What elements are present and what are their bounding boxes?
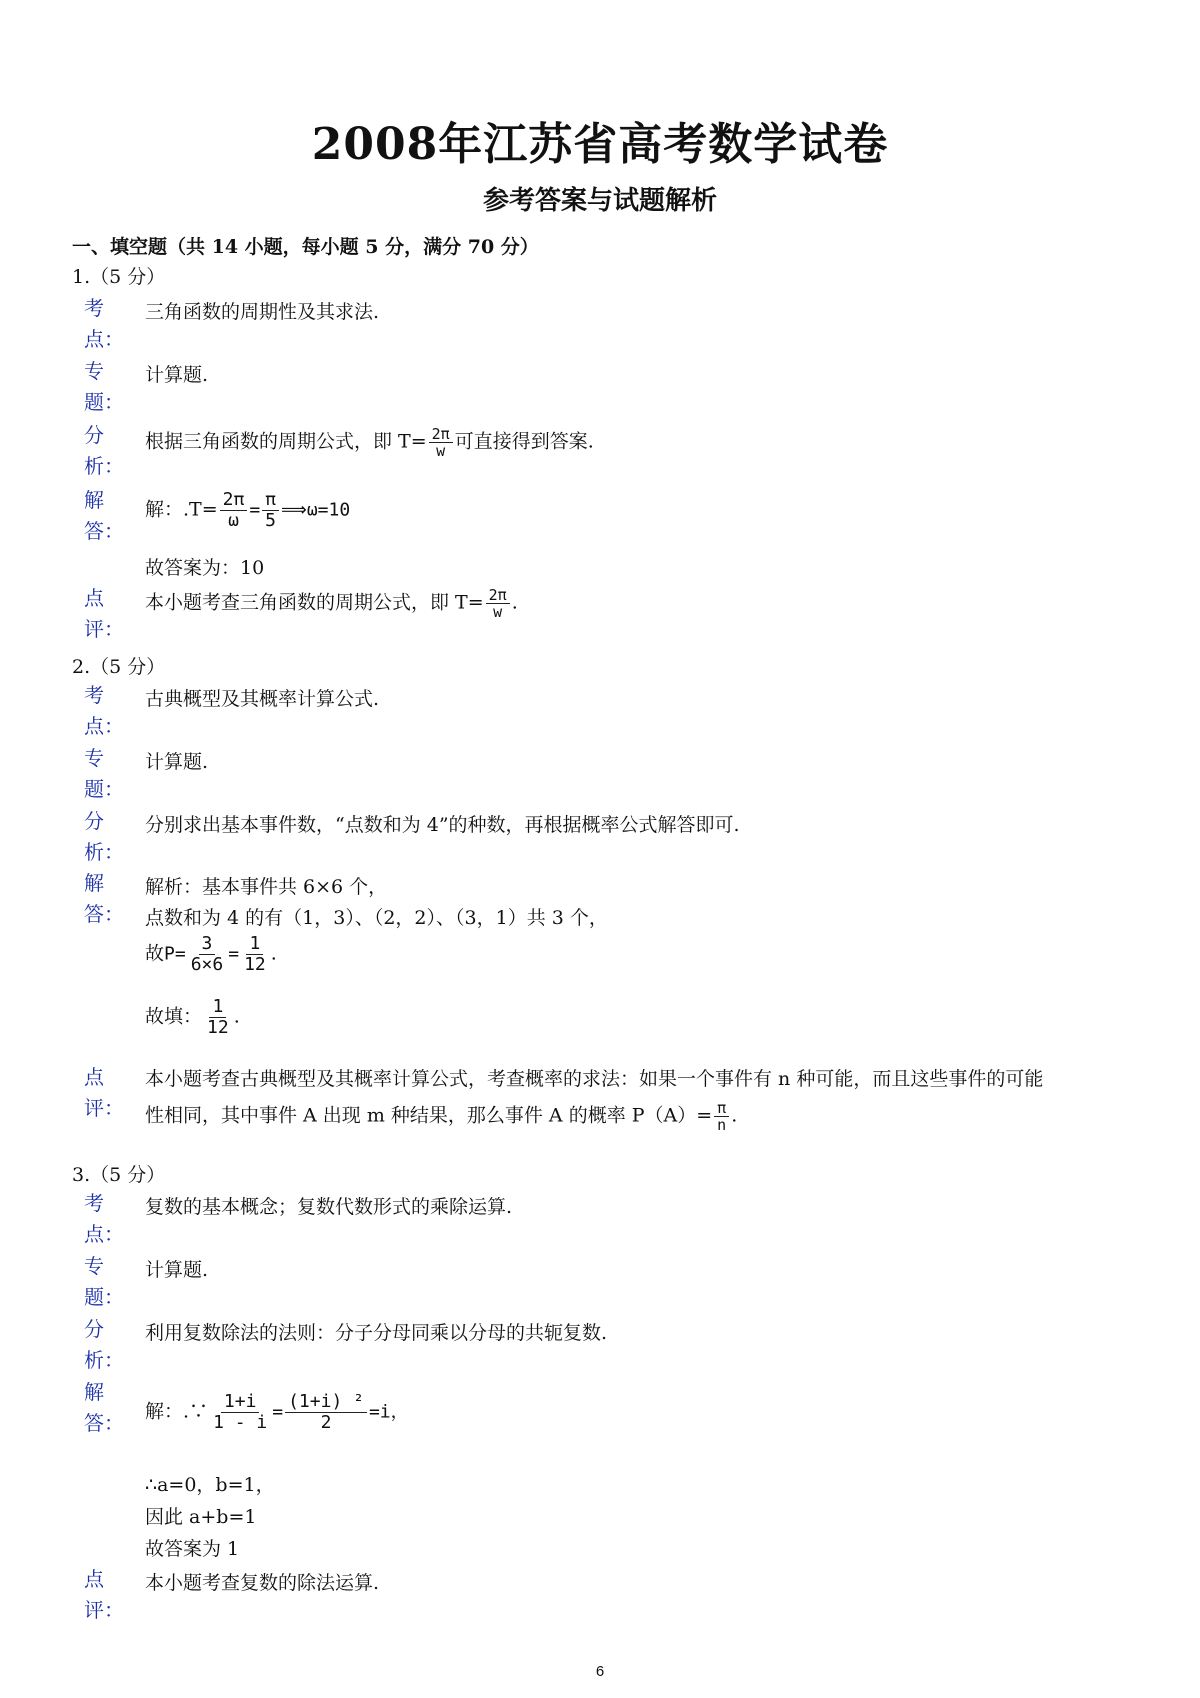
q3-kaodian-text: 复数的基本概念；复数代数形式的乘除运算. [145,1196,513,1218]
fraction-2pi-over-w: $\frac{2\pi}{w}$ [429,426,453,459]
fraction-1-over-12: $\frac{1}{12}$ [207,996,229,1038]
q1-jieda-formula: 解：.T= $\frac{2\pi}{\omega}$ = $\frac{\pi}{5}$ ⟹ω=10 [145,489,351,531]
q3-fenxi-text: 利用复数除法的法则：分子分母同乘以分母的共轭复数. [145,1322,608,1344]
fraction-1plusi-over-1minusi: $\frac{1+i}{1 - i}$ [213,1391,268,1433]
q2-label-zhuanti: 专 题： [84,746,124,801]
section-heading: 一、填空题（共 14 小题，每小题 5 分，满分 70 分） [72,236,539,258]
page-number: 6 [595,1663,605,1680]
q1-fenxi-text: 根据三角函数的周期公式，即 T= $\frac{2\pi}{w}$ 可直接得到答案. [145,425,594,460]
q1-answer: 故答案为：10 [145,557,265,579]
q1-dianping-text: 本小题考查三角函数的周期公式，即 T= $\frac{2\pi}{w}$ . [145,586,518,621]
q3-dianping-text: 本小题考查复数的除法运算. [145,1572,380,1594]
q2-jieda-line-2: 点数和为 4 的有（1，3）、（2，2）、（3，1）共 3 个， [145,907,608,929]
fraction-2pi-over-w: $\frac{2\pi}{w}$ [486,587,510,620]
q1-label-dianping: 点 评： [84,586,124,641]
q1-kaodian-text: 三角函数的周期性及其求法. [145,301,380,323]
q1-label-kaodian: 考 点： [84,296,124,351]
fraction-pi-over-5: $\frac{\pi}{5}$ [262,490,279,531]
q2-kaodian-text: 古典概型及其概率计算公式. [145,688,380,710]
fraction-2pi-over-omega: $\frac{2\pi}{\omega}$ [220,490,248,531]
q2-answer: 故填： $\frac{1}{12}$ . [145,996,240,1038]
q3-label-kaodian: 考 点： [84,1191,124,1246]
q3-label-jieda: 解 答： [84,1380,124,1435]
q3-jieda-line-2: ∴a=0，b=1， [145,1474,275,1496]
q1-label-jieda: 解 答： [84,488,124,543]
q2-dianping-line-2: 性相同，其中事件 A 出现 m 种结果，那么事件 A 的概率 P（A）= $\frac{\pi}{n}$ . [145,1099,738,1134]
question-3-header: 3.（5 分） [72,1164,166,1186]
q2-zhuanti-text: 计算题. [145,751,209,773]
q3-jieda-line-3: 因此 a+b=1 [145,1506,257,1528]
fraction-3-over-36: $\frac{3}{6\times 6}$ [190,933,224,975]
q3-jieda-formula: 解：.∵ $\frac{1+i}{1 - i}$ = $\frac{\text{(1+i) ²}}{2}$ =i， [145,1391,409,1433]
q3-label-fenxi: 分 析： [84,1317,124,1372]
question-2-header: 2.（5 分） [72,656,166,678]
fraction-1-over-12: $\frac{1}{12}$ [244,933,266,975]
q2-label-kaodian: 考 点： [84,683,124,738]
q2-dianping-line-1: 本小题考查古典概型及其概率计算公式，考查概率的求法：如果一个事件有 n 种可能，而且这些事件的可能 [145,1068,1044,1090]
q3-answer: 故答案为 1 [145,1538,240,1560]
q1-zhuanti-text: 计算题. [145,364,209,386]
fraction-1plusi-squared-over-2: $\frac{\text{(1+i) ²}}{2}$ [285,1392,367,1433]
q2-label-dianping: 点 评： [84,1065,124,1120]
page-subtitle: 参考答案与试题解析 [482,186,717,216]
q2-fenxi-text: 分别求出基本事件数，“点数和为 4”的种数，再根据概率公式解答即可. [145,814,740,836]
fraction-pi-over-n: $\frac{\pi}{n}$ [714,1100,729,1133]
q2-label-fenxi: 分 析： [84,809,124,864]
q1-label-zhuanti: 专 题： [84,359,124,414]
page-title: 2008年江苏省高考数学试卷 [311,119,889,170]
q3-label-dianping: 点 评： [84,1567,124,1622]
q2-probability-formula: 故P= $\frac{3}{6\times 6}$ = $\frac{1}{12}$ . [145,933,277,975]
q3-zhuanti-text: 计算题. [145,1259,209,1281]
q2-jieda-line-1: 解析：基本事件共 6×6 个， [145,876,388,898]
q1-label-fenxi: 分 析： [84,423,124,478]
question-1-header: 1.（5 分） [72,266,166,288]
q3-label-zhuanti: 专 题： [84,1254,124,1309]
q2-label-jieda: 解 答： [84,871,124,926]
